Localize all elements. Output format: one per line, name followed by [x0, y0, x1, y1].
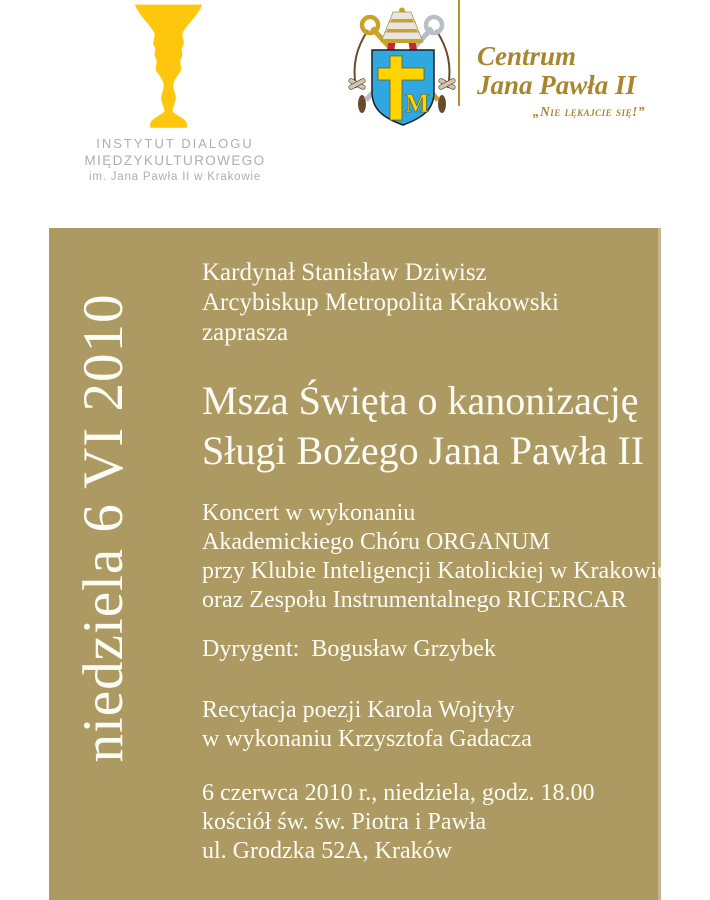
conductor-line: Dyrygent: Bogusław Grzybek: [202, 636, 496, 662]
event-title: [202, 376, 644, 476]
centrum-wordmark: [477, 42, 649, 120]
header-divider-line: [458, 0, 460, 106]
institute-name-line3-clipped: [75, 171, 275, 181]
centrum-motto: „Nie lękajcie się!”: [532, 104, 645, 119]
vertical-date: niedziela 6 VI 2010: [72, 293, 135, 763]
papal-coat-of-arms-icon: [346, 4, 458, 131]
concert-block: [202, 499, 668, 615]
event-title-line2: Sługi Bożego Jana Pawła II: [202, 428, 645, 473]
invitation-line1: Kardynał Stanisław Dziwisz: [202, 259, 487, 286]
invitation-line2: Arcybiskup Metropolita Krakowski: [202, 289, 559, 316]
centrum-wordmark-line1: Centrum: [477, 41, 577, 71]
invitation-block: [202, 258, 559, 348]
concert-line4: oraz Zespołu Instrumentalnego RICERCAR: [202, 587, 627, 613]
event-details-line2: kościół św. św. Piotra i Pawła: [202, 809, 487, 835]
institute-chalice-logo-icon: [121, 3, 216, 136]
main-panel: [49, 228, 668, 900]
recitation-line1: Recytacja poezji Karola Wojtyły: [202, 697, 515, 723]
event-details-line3: ul. Grodzka 52A, Kraków: [202, 838, 452, 864]
svg-text:M: M: [404, 89, 430, 118]
event-details-block: [202, 779, 595, 866]
concert-line2: Akademickiego Chóru ORGANUM: [202, 529, 550, 555]
event-title-line1: Msza Święta o kanonizację: [202, 378, 639, 423]
institute-name-line2: MIĘDZYKULTUROWEGO: [84, 153, 266, 168]
concert-line3: przy Klubie Inteligencji Katolickiej w Krakowie: [202, 558, 668, 584]
recitation-block: [202, 696, 532, 754]
centrum-wordmark-line2: Jana Pawła II: [477, 70, 637, 100]
event-details-line1: 6 czerwca 2010 r., niedziela, godz. 18.00: [202, 780, 595, 806]
institute-caption: [75, 136, 275, 181]
institute-name-line1: INSTYTUT DIALOGU: [96, 136, 254, 151]
recitation-line2: w wykonaniu Krzysztofa Gadacza: [202, 726, 532, 752]
institute-name-line3: im. Jana Pawła II w Krakowie: [89, 171, 261, 181]
invitation-line3: zaprasza: [202, 319, 289, 346]
concert-line1: Koncert w wykonaniu: [202, 500, 416, 526]
